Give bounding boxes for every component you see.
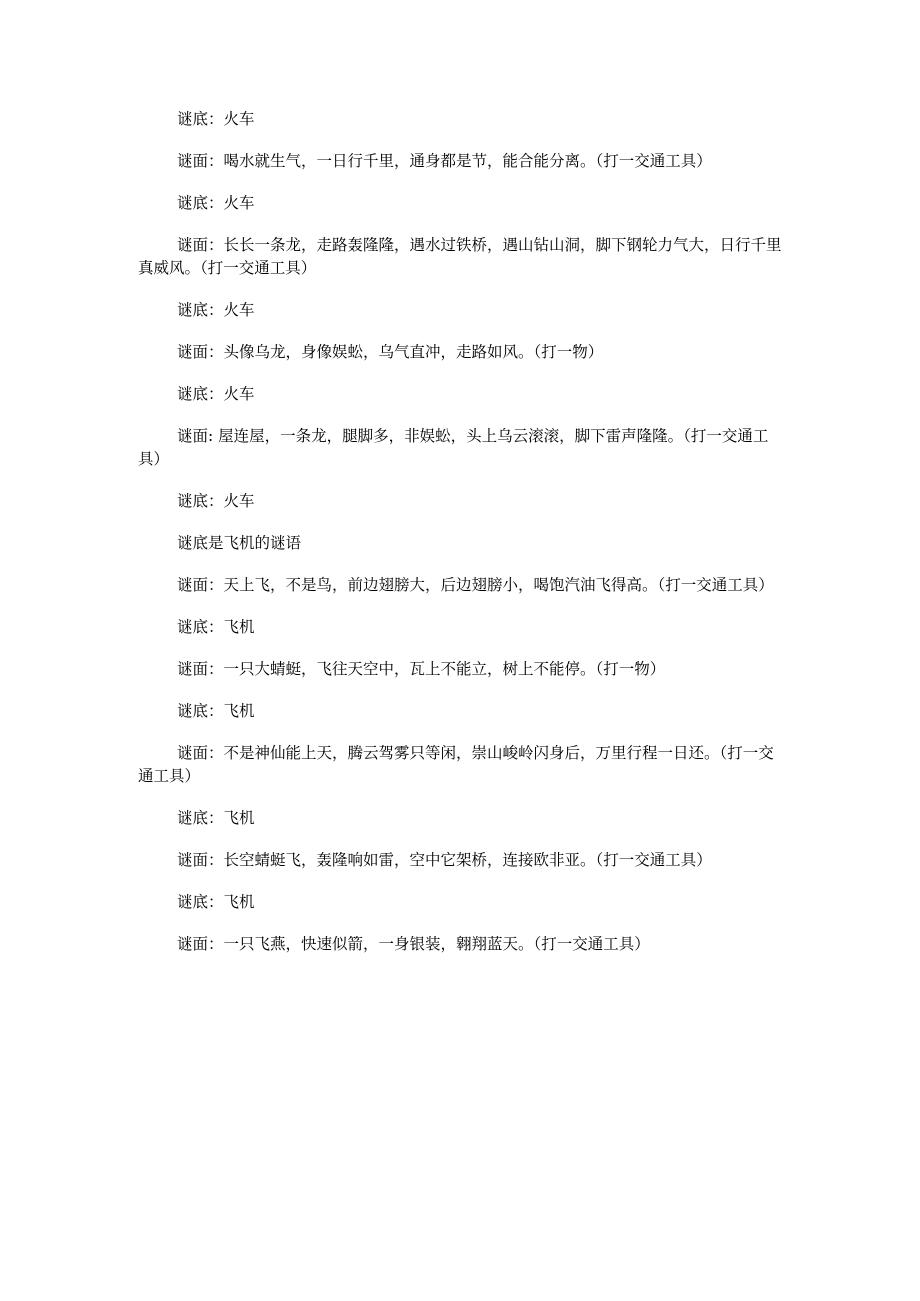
riddle-answer: 谜底：火车 <box>177 194 255 212</box>
riddle-answer: 谜底：飞机 <box>177 618 255 636</box>
riddle-question: 谜面: 屋连屋，一条龙，腿脚多，非娱蚣，头上乌云滚滚，脚下雷声隆隆。（打一交通工具） <box>138 427 769 468</box>
riddle-answer: 谜底：火车 <box>177 110 255 128</box>
riddle-answer: 谜底：火车 <box>177 385 255 403</box>
riddle-question: 谜面：不是神仙能上天，腾云驾雾只等闲，崇山峻岭闪身后，万里行程一日还。（打一交通工具） <box>138 744 774 785</box>
riddle-answer: 谜底：火车 <box>177 301 255 319</box>
riddle-question: 谜面：喝水就生气，一日行千里，通身都是节，能合能分离。（打一交通工具） <box>177 152 712 170</box>
riddle-answer: 谜底：飞机 <box>177 702 255 720</box>
riddle-answer: 谜底：飞机 <box>177 893 255 911</box>
riddle-answer: 谜底：火车 <box>177 492 255 510</box>
riddle-question: 谜面：一只飞燕，快速似箭，一身银装，翱翔蓝天。（打一交通工具） <box>177 935 650 953</box>
riddle-question: 谜面：一只大蜻蜓，飞往天空中，瓦上不能立，树上不能停。（打一物） <box>177 660 666 678</box>
riddle-question: 谜面：长空蜻蜓飞，轰隆响如雷，空中它架桥，连接欧非亚。（打一交通工具） <box>177 851 712 869</box>
document-body <box>138 108 788 975</box>
riddle-question: 谜面：长长一条龙，走路轰隆隆，遇水过铁桥，遇山钻山洞，脚下钢轮力气大，日行千里真威风。（打一交通工具） <box>138 236 782 277</box>
riddle-question: 谜面：头像乌龙，身像娱蚣，乌气直冲，走路如风。（打一物） <box>177 343 604 361</box>
section-heading: 谜底是飞机的谜语 <box>177 534 302 552</box>
riddle-question: 谜面：天上飞，不是鸟，前边翅膀大，后边翅膀小，喝饱汽油飞得高。（打一交通工具） <box>177 576 774 594</box>
riddle-answer: 谜底：飞机 <box>177 809 255 827</box>
